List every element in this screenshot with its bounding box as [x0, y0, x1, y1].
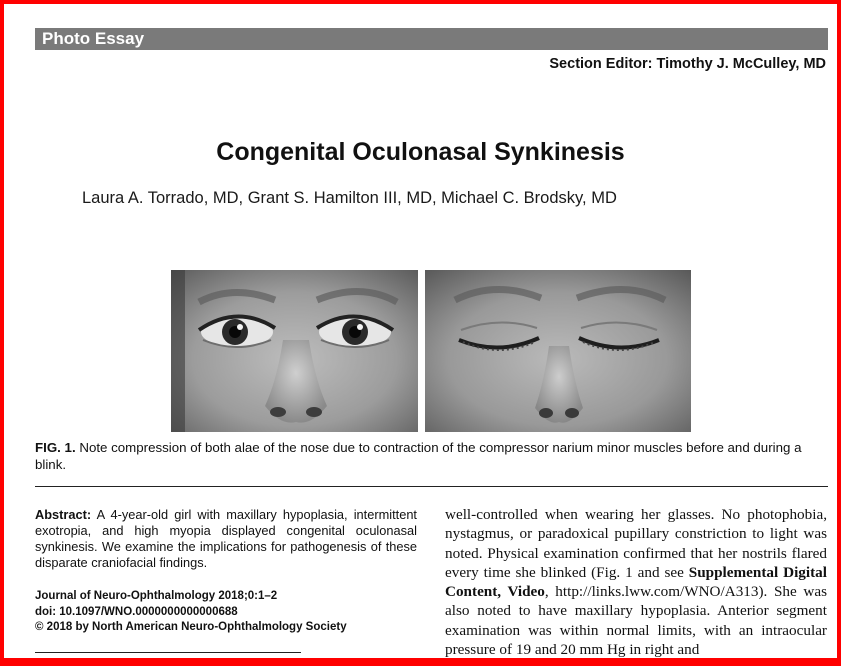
- article-title: Congenital Oculonasal Synkinesis: [216, 138, 625, 166]
- footnote-rule: [35, 652, 301, 653]
- journal-info: [35, 589, 347, 636]
- section-editor: Section Editor: Timothy J. McCulley, MD: [549, 56, 826, 72]
- body-text-part2: , http://links.lww.com/WNO/A313). She was also noted to have maxillary hypoplasia. Anterior segment examination was within normal limits, with an intraocular pressure of 19 and 20 mm Hg in right and: [445, 583, 827, 659]
- section-divider: [35, 486, 828, 487]
- body-text: [445, 505, 827, 659]
- supplemental-content-link[interactable]: Supplemental Digital Content, Video: [445, 563, 827, 601]
- journal-citation: Journal of Neuro-Ophthalmology 2018;0:1–2: [35, 590, 278, 602]
- body-text-part1: well-controlled when wearing her glasses. No photophobia, nystagmus, or paradoxical pupillary constriction to light was noted. Physical examination confirmed that her nostrils flared every time she blinked (Fig. 1 and see: [445, 506, 827, 581]
- article-authors: Laura A. Torrado, MD, Grant S. Hamilton III, MD, Michael C. Brodsky, MD: [82, 189, 617, 207]
- figure-photo-eyes-closed: [425, 270, 691, 432]
- abstract-text: A 4-year-old girl with maxillary hypoplasia, intermittent exotropia, and high myopia displayed congenital oculonasal synkinesis. We examine the implications for pathogenesis of these disparate craniofacial findings.: [35, 507, 417, 570]
- journal-copyright: © 2018 by North American Neuro-Ophthalmology Society: [35, 621, 347, 633]
- abstract-label: Abstract:: [35, 507, 92, 522]
- figure-caption-text: Note compression of both alae of the nose due to contraction of the compressor narium minor muscles before and during a blink.: [35, 440, 802, 472]
- figure-caption: [35, 439, 830, 473]
- figure-photo-eyes-open: [171, 270, 418, 432]
- figure-label: FIG. 1.: [35, 440, 76, 455]
- journal-doi: doi: 10.1097/WNO.0000000000000688: [35, 605, 238, 618]
- abstract: [35, 507, 417, 571]
- section-bar: Photo Essay: [35, 28, 828, 50]
